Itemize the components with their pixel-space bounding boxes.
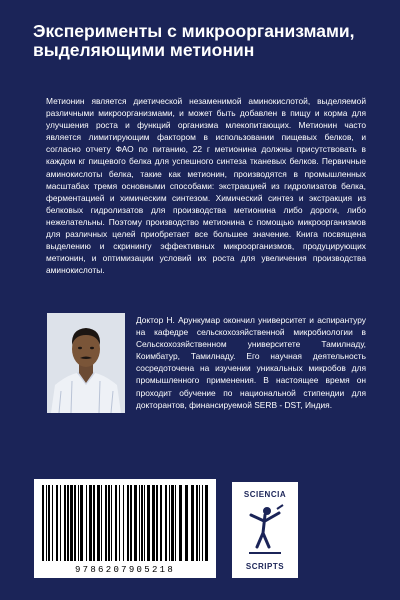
barcode-bar [101,485,102,561]
barcode-bar [175,485,176,561]
barcode-bar [93,485,95,561]
barcode-bar [205,485,208,561]
barcode-bar [48,485,50,561]
barcode-bar [123,485,124,561]
barcode-bar [165,485,167,561]
book-title: Эксперименты с микроорганизмами, выделяющими метионин [33,21,355,60]
barcode-bar [80,485,83,561]
publisher-logo [232,482,298,578]
barcode-bar [185,485,188,561]
barcode-bar [67,485,69,561]
barcode-bar [111,485,112,561]
barcode-bar [127,485,129,561]
barcode-bar [52,485,53,561]
author-photo [47,313,125,413]
barcode-bar [60,485,61,561]
barcode-bar [156,485,158,561]
barcode-bar [119,485,120,561]
barcode-bar [196,485,198,561]
barcode-bar [171,485,174,561]
barcode-bar [78,485,79,561]
barcode-bar [42,485,44,561]
barcode-bar [46,485,47,561]
barcode-bar [152,485,155,561]
barcode-bar [64,485,66,561]
barcode-bar [147,485,150,561]
barcode-bar [141,485,143,561]
barcode-bar [108,485,110,561]
barcode-bar [97,485,100,561]
isbn-number: 9786207905218 [74,565,176,575]
barcode-bar [139,485,140,561]
barcode-bar [70,485,73,561]
author-portrait-image [47,313,125,413]
isbn-barcode [34,479,216,578]
sciencia-scripts-logo-icon [245,503,285,559]
barcode-bar [115,485,117,561]
barcode-bar [86,485,87,561]
barcode-bar [56,485,58,561]
barcode-bar [160,485,162,561]
publisher-logo-top-text: SCIENCIA [243,490,287,499]
barcode-image [40,485,210,563]
barcode-bar [74,485,76,561]
barcode-bar [89,485,92,561]
barcode-bar [134,485,137,561]
barcode-bar [144,485,145,561]
barcode-bar [105,485,107,561]
barcode-bar [130,485,132,561]
barcode-bar [191,485,194,561]
barcode-bar [179,485,182,561]
publisher-logo-bottom-text: SCRIPTS [245,562,285,571]
author-biography: Доктор Н. Арункумар окончил университет и аспирантуру на кафедре сельскохозяйственной микробиологии в Сельскохозяйственном университете Тамилнаду, Коимбатур, Тамилнаду. Его научная деятельность сосредоточена на изучении уникальных микробов для промышленного применения. В настоящее время он проходит обучение по национальной стипендии для докторантов, финансируемой SERB - DST, Индия. [136,315,366,410]
barcode-bar [202,485,203,561]
book-description: Метионин является диетической незаменимой аминокислотой, выделяемой различными микроорганизмами, и может быть добавлен в пищу и корма для улучшения роста и функций организма млекопитающих. Метионин часто является лимитирующим фактором в использовании пищевых белков, и согласно отчету ФАО по питанию, 22 г метионина должны присутствовать в каждом кг пищевого белка для успешного синтеза тканевых белков. Первичные аминокислоты белка, такие как метионин, производятся в промышленных масштабах тремя основными способами: экстракцией из гидролизатов белка, ферментацией и химическим синтезом. Химический синтез и экстракция из белковых гидролизатов для производства метионина либо дороги, либо нежелательны. Поэтому производство метионина с помощью микроорганизмов для различных целей приобретает все большее значение. Книга посвящена выделению и скринингу эффективных микроорганизмов, продуцирующих метионин, и оптимизации условий их роста для увеличения производства аминокислоты. [46,96,366,276]
barcode-bar [169,485,170,561]
barcode-bar [199,485,200,561]
